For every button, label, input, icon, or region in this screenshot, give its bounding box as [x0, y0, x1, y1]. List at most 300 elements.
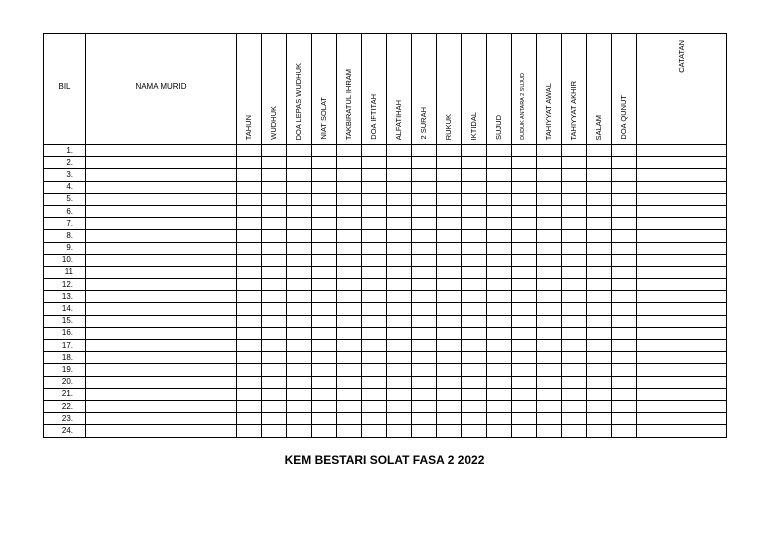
- checklist-cell: [487, 266, 512, 278]
- checklist-cell: [462, 327, 487, 339]
- checklist-cell: [487, 279, 512, 291]
- checklist-cell: [312, 205, 337, 217]
- checklist-cell: [237, 425, 262, 437]
- header-nama-murid: NAMA MURID: [86, 34, 237, 145]
- checklist-cell: [287, 340, 312, 352]
- student-name-cell: [86, 388, 237, 400]
- checklist-cell: [262, 376, 287, 388]
- row-number: 11: [44, 266, 86, 278]
- header-col-label: TAHIYYAT AWAL: [544, 82, 554, 140]
- checklist-cell: [462, 400, 487, 412]
- checklist-cell: [387, 352, 412, 364]
- checklist-cell: [262, 425, 287, 437]
- checklist-cell: [387, 254, 412, 266]
- checklist-cell: [362, 315, 387, 327]
- checklist-cell: [562, 279, 587, 291]
- header-col-label: SUJUD: [494, 114, 504, 140]
- checklist-cell: [562, 266, 587, 278]
- checklist-cell: [487, 376, 512, 388]
- checklist-cell: [237, 352, 262, 364]
- checklist-cell: [262, 266, 287, 278]
- header-col-duduk-antara-2-sujud: [512, 34, 537, 145]
- checklist-cell: [487, 169, 512, 181]
- checklist-cell: [637, 303, 727, 315]
- checklist-cell: [387, 279, 412, 291]
- checklist-cell: [287, 400, 312, 412]
- checklist-cell: [462, 315, 487, 327]
- row-number: 3.: [44, 169, 86, 181]
- checklist-cell: [287, 364, 312, 376]
- checklist-cell: [287, 218, 312, 230]
- checklist-cell: [437, 230, 462, 242]
- checklist-cell: [637, 218, 727, 230]
- checklist-cell: [337, 400, 362, 412]
- checklist-cell: [412, 291, 437, 303]
- checklist-cell: [312, 169, 337, 181]
- table-row: [44, 340, 727, 352]
- checklist-cell: [337, 303, 362, 315]
- checklist-cell: [237, 291, 262, 303]
- row-number: 23.: [44, 413, 86, 425]
- checklist-cell: [537, 169, 562, 181]
- row-number: 16.: [44, 327, 86, 339]
- checklist-cell: [562, 205, 587, 217]
- checklist-cell: [387, 388, 412, 400]
- checklist-cell: [362, 279, 387, 291]
- checklist-cell: [587, 327, 612, 339]
- checklist-cell: [387, 230, 412, 242]
- checklist-cell: [412, 145, 437, 157]
- checklist-cell: [512, 254, 537, 266]
- checklist-cell: [462, 169, 487, 181]
- checklist-cell: [412, 352, 437, 364]
- checklist-cell: [412, 254, 437, 266]
- header-col-tahiyyat-akhir: [562, 34, 587, 145]
- checklist-cell: [337, 376, 362, 388]
- checklist-cell: [612, 242, 637, 254]
- checklist-cell: [237, 254, 262, 266]
- checklist-cell: [412, 400, 437, 412]
- checklist-cell: [462, 364, 487, 376]
- row-number: 5.: [44, 193, 86, 205]
- header-col-catatan: [637, 34, 727, 145]
- checklist-cell: [612, 425, 637, 437]
- checklist-cell: [587, 425, 612, 437]
- table-row: [44, 413, 727, 425]
- checklist-cell: [512, 291, 537, 303]
- checklist-cell: [412, 242, 437, 254]
- checklist-cell: [312, 315, 337, 327]
- checklist-cell: [437, 388, 462, 400]
- checklist-cell: [337, 254, 362, 266]
- checklist-cell: [537, 364, 562, 376]
- checklist-cell: [437, 157, 462, 169]
- checklist-cell: [412, 340, 437, 352]
- checklist-cell: [412, 193, 437, 205]
- student-name-cell: [86, 205, 237, 217]
- checklist-cell: [587, 364, 612, 376]
- table-row: [44, 218, 727, 230]
- checklist-cell: [462, 157, 487, 169]
- checklist-cell: [312, 340, 337, 352]
- checklist-cell: [312, 145, 337, 157]
- header-col-label: NIAT SOLAT: [319, 97, 329, 140]
- checklist-cell: [612, 230, 637, 242]
- checklist-cell: [287, 376, 312, 388]
- checklist-cell: [587, 303, 612, 315]
- checklist-cell: [237, 242, 262, 254]
- checklist-cell: [537, 157, 562, 169]
- table-row: [44, 303, 727, 315]
- checklist-cell: [387, 181, 412, 193]
- checklist-cell: [512, 230, 537, 242]
- checklist-cell: [612, 218, 637, 230]
- checklist-cell: [612, 400, 637, 412]
- checklist-cell: [512, 145, 537, 157]
- checklist-cell: [387, 145, 412, 157]
- checklist-cell: [437, 169, 462, 181]
- checklist-cell: [562, 315, 587, 327]
- checklist-cell: [487, 145, 512, 157]
- checklist-cell: [587, 169, 612, 181]
- student-name-cell: [86, 145, 237, 157]
- checklist-cell: [512, 315, 537, 327]
- checklist-cell: [537, 218, 562, 230]
- checklist-cell: [337, 327, 362, 339]
- checklist-cell: [562, 413, 587, 425]
- checklist-cell: [387, 193, 412, 205]
- header-col-tahiyyat-awal: [537, 34, 562, 145]
- checklist-cell: [337, 291, 362, 303]
- checklist-cell: [462, 242, 487, 254]
- checklist-cell: [637, 352, 727, 364]
- student-name-cell: [86, 169, 237, 181]
- checklist-cell: [412, 266, 437, 278]
- row-number: 19.: [44, 364, 86, 376]
- student-name-cell: [86, 254, 237, 266]
- checklist-cell: [637, 266, 727, 278]
- checklist-cell: [562, 157, 587, 169]
- checklist-cell: [262, 169, 287, 181]
- checklist-cell: [562, 291, 587, 303]
- checklist-cell: [237, 376, 262, 388]
- checklist-cell: [637, 364, 727, 376]
- checklist-cell: [587, 230, 612, 242]
- table-row: [44, 400, 727, 412]
- checklist-cell: [587, 205, 612, 217]
- row-number: 2.: [44, 157, 86, 169]
- checklist-cell: [387, 242, 412, 254]
- checklist-cell: [362, 205, 387, 217]
- student-name-cell: [86, 352, 237, 364]
- checklist-cell: [362, 169, 387, 181]
- row-number: 10.: [44, 254, 86, 266]
- checklist-cell: [337, 169, 362, 181]
- student-name-cell: [86, 364, 237, 376]
- checklist-cell: [337, 266, 362, 278]
- checklist-cell: [462, 230, 487, 242]
- checklist-cell: [337, 145, 362, 157]
- checklist-cell: [587, 193, 612, 205]
- student-name-cell: [86, 315, 237, 327]
- checklist-cell: [537, 315, 562, 327]
- checklist-cell: [612, 388, 637, 400]
- checklist-cell: [562, 169, 587, 181]
- checklist-cell: [612, 157, 637, 169]
- checklist-cell: [487, 230, 512, 242]
- table-row: [44, 364, 727, 376]
- checklist-cell: [637, 340, 727, 352]
- checklist-cell: [437, 218, 462, 230]
- checklist-cell: [587, 157, 612, 169]
- checklist-cell: [262, 315, 287, 327]
- checklist-cell: [287, 230, 312, 242]
- checklist-cell: [437, 254, 462, 266]
- row-number: 20.: [44, 376, 86, 388]
- checklist-cell: [262, 400, 287, 412]
- checklist-cell: [562, 181, 587, 193]
- checklist-cell: [637, 425, 727, 437]
- checklist-cell: [537, 303, 562, 315]
- checklist-cell: [387, 291, 412, 303]
- checklist-cell: [487, 388, 512, 400]
- checklist-cell: [487, 242, 512, 254]
- student-name-cell: [86, 218, 237, 230]
- checklist-cell: [387, 315, 412, 327]
- checklist-cell: [612, 315, 637, 327]
- checklist-cell: [487, 291, 512, 303]
- checklist-cell: [587, 266, 612, 278]
- checklist-cell: [262, 291, 287, 303]
- checklist-cell: [362, 340, 387, 352]
- header-col-2-surah: [412, 34, 437, 145]
- checklist-cell: [337, 315, 362, 327]
- header-col-sujud: [487, 34, 512, 145]
- checklist-cell: [562, 303, 587, 315]
- checklist-cell: [537, 388, 562, 400]
- student-name-cell: [86, 181, 237, 193]
- attendance-sheet-table: [43, 33, 727, 438]
- checklist-cell: [412, 205, 437, 217]
- checklist-cell: [387, 413, 412, 425]
- checklist-cell: [612, 303, 637, 315]
- checklist-cell: [312, 181, 337, 193]
- student-name-cell: [86, 413, 237, 425]
- checklist-cell: [262, 254, 287, 266]
- checklist-cell: [537, 181, 562, 193]
- checklist-cell: [612, 340, 637, 352]
- student-name-cell: [86, 400, 237, 412]
- checklist-cell: [387, 425, 412, 437]
- checklist-cell: [612, 145, 637, 157]
- checklist-cell: [412, 327, 437, 339]
- checklist-cell: [537, 145, 562, 157]
- checklist-cell: [587, 254, 612, 266]
- checklist-cell: [287, 145, 312, 157]
- row-number: 9.: [44, 242, 86, 254]
- checklist-cell: [612, 364, 637, 376]
- checklist-cell: [412, 218, 437, 230]
- checklist-cell: [637, 145, 727, 157]
- checklist-cell: [237, 230, 262, 242]
- checklist-cell: [562, 254, 587, 266]
- table-row: [44, 266, 727, 278]
- checklist-cell: [362, 218, 387, 230]
- checklist-cell: [337, 279, 362, 291]
- row-number: 17.: [44, 340, 86, 352]
- checklist-cell: [537, 266, 562, 278]
- checklist-cell: [337, 340, 362, 352]
- checklist-cell: [487, 205, 512, 217]
- checklist-cell: [587, 400, 612, 412]
- checklist-cell: [512, 279, 537, 291]
- checklist-cell: [487, 303, 512, 315]
- checklist-cell: [512, 193, 537, 205]
- checklist-cell: [587, 352, 612, 364]
- checklist-cell: [637, 157, 727, 169]
- checklist-cell: [512, 376, 537, 388]
- checklist-cell: [512, 352, 537, 364]
- checklist-cell: [337, 425, 362, 437]
- checklist-cell: [362, 254, 387, 266]
- checklist-cell: [412, 376, 437, 388]
- checklist-cell: [437, 303, 462, 315]
- checklist-cell: [587, 291, 612, 303]
- table-row: [44, 279, 727, 291]
- checklist-cell: [437, 340, 462, 352]
- checklist-cell: [512, 327, 537, 339]
- checklist-cell: [412, 279, 437, 291]
- row-number: 24.: [44, 425, 86, 437]
- checklist-cell: [437, 315, 462, 327]
- checklist-cell: [362, 364, 387, 376]
- table-row: [44, 242, 727, 254]
- table-row: [44, 388, 727, 400]
- checklist-cell: [512, 388, 537, 400]
- checklist-cell: [337, 388, 362, 400]
- checklist-cell: [437, 193, 462, 205]
- checklist-cell: [637, 315, 727, 327]
- row-number: 8.: [44, 230, 86, 242]
- checklist-cell: [237, 266, 262, 278]
- checklist-cell: [537, 425, 562, 437]
- checklist-cell: [487, 425, 512, 437]
- header-col-tahun: [237, 34, 262, 145]
- row-number: 15.: [44, 315, 86, 327]
- checklist-cell: [312, 425, 337, 437]
- checklist-cell: [287, 327, 312, 339]
- checklist-cell: [437, 266, 462, 278]
- row-number: 6.: [44, 205, 86, 217]
- checklist-cell: [462, 205, 487, 217]
- checklist-cell: [512, 218, 537, 230]
- checklist-cell: [337, 242, 362, 254]
- checklist-cell: [362, 400, 387, 412]
- student-name-cell: [86, 266, 237, 278]
- checklist-cell: [362, 413, 387, 425]
- checklist-cell: [612, 169, 637, 181]
- checklist-cell: [462, 340, 487, 352]
- header-col-doa-iftitah: [362, 34, 387, 145]
- header-col-wudhuk: [262, 34, 287, 145]
- student-name-cell: [86, 327, 237, 339]
- header-row: [44, 34, 727, 145]
- checklist-cell: [287, 157, 312, 169]
- checklist-cell: [237, 181, 262, 193]
- checklist-cell: [312, 376, 337, 388]
- checklist-cell: [262, 327, 287, 339]
- checklist-cell: [287, 254, 312, 266]
- checklist-cell: [362, 291, 387, 303]
- header-col-label: DOA QUNUT: [619, 95, 629, 140]
- checklist-cell: [462, 193, 487, 205]
- checklist-cell: [387, 376, 412, 388]
- checklist-cell: [562, 400, 587, 412]
- checklist-cell: [437, 291, 462, 303]
- checklist-cell: [437, 279, 462, 291]
- table-row: [44, 291, 727, 303]
- checklist-cell: [312, 327, 337, 339]
- checklist-cell: [612, 181, 637, 193]
- checklist-cell: [262, 279, 287, 291]
- checklist-cell: [287, 193, 312, 205]
- row-number: 7.: [44, 218, 86, 230]
- checklist-cell: [237, 169, 262, 181]
- table-row: [44, 352, 727, 364]
- checklist-cell: [562, 364, 587, 376]
- checklist-cell: [487, 327, 512, 339]
- checklist-cell: [312, 291, 337, 303]
- checklist-cell: [537, 327, 562, 339]
- checklist-cell: [537, 242, 562, 254]
- checklist-cell: [462, 425, 487, 437]
- checklist-cell: [262, 193, 287, 205]
- student-name-cell: [86, 279, 237, 291]
- checklist-cell: [637, 205, 727, 217]
- checklist-cell: [637, 181, 727, 193]
- checklist-cell: [337, 218, 362, 230]
- checklist-cell: [362, 376, 387, 388]
- student-name-cell: [86, 303, 237, 315]
- row-number: 18.: [44, 352, 86, 364]
- checklist-cell: [512, 242, 537, 254]
- checklist-cell: [287, 352, 312, 364]
- table-row: [44, 193, 727, 205]
- checklist-cell: [387, 327, 412, 339]
- checklist-cell: [312, 230, 337, 242]
- checklist-cell: [262, 340, 287, 352]
- checklist-cell: [262, 145, 287, 157]
- checklist-cell: [512, 157, 537, 169]
- checklist-cell: [512, 413, 537, 425]
- header-col-label: WUDHUK: [269, 106, 279, 140]
- checklist-cell: [337, 181, 362, 193]
- checklist-cell: [312, 193, 337, 205]
- table-row: [44, 145, 727, 157]
- header-col-label: DOA LEPAS WUDHUK: [294, 62, 304, 140]
- checklist-cell: [262, 303, 287, 315]
- checklist-cell: [387, 157, 412, 169]
- checklist-cell: [412, 157, 437, 169]
- checklist-cell: [237, 279, 262, 291]
- checklist-cell: [437, 352, 462, 364]
- checklist-cell: [412, 425, 437, 437]
- checklist-cell: [512, 169, 537, 181]
- checklist-cell: [262, 242, 287, 254]
- student-name-cell: [86, 242, 237, 254]
- checklist-cell: [362, 425, 387, 437]
- checklist-cell: [387, 205, 412, 217]
